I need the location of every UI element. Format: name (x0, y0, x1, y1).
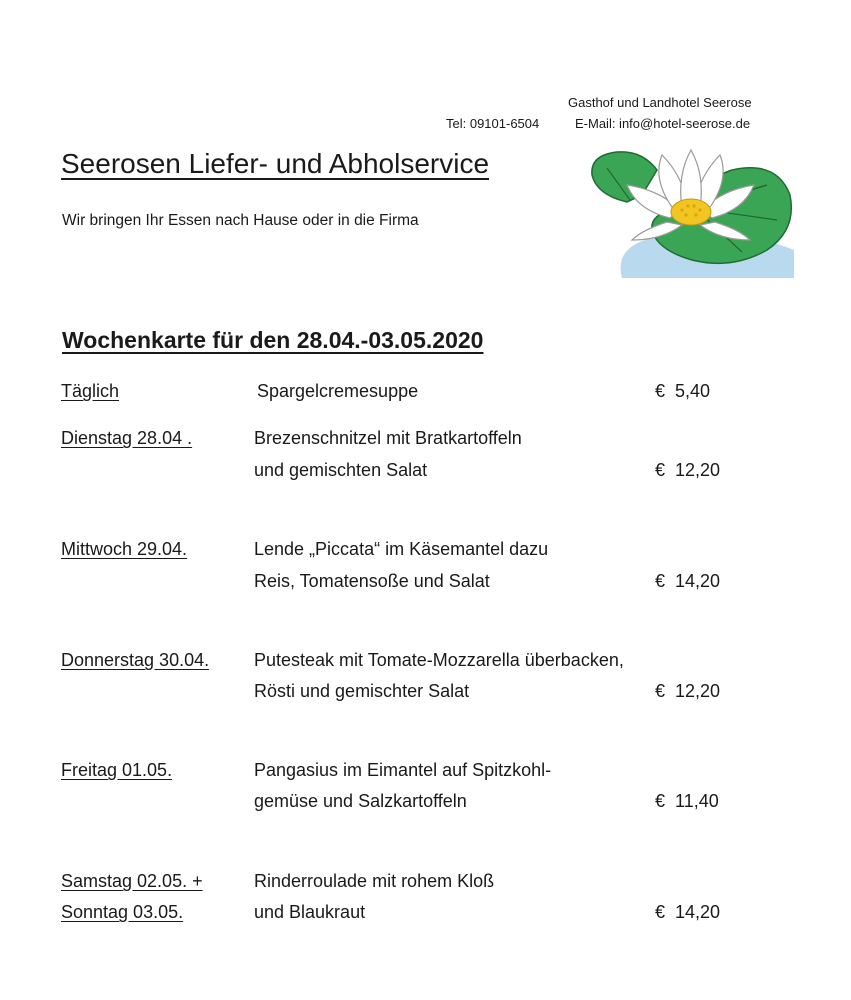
menu-dish-line: und Blaukraut (254, 902, 366, 922)
menu-day-label: Sonntag 03.05. (61, 902, 184, 922)
menu-price: € 5,40 (655, 381, 711, 401)
menu-dish-line: Reis, Tomatensoße und Salat (254, 571, 490, 591)
menu-price: € 12,20 (655, 681, 721, 701)
menu-dish-line: Brezenschnitzel mit Bratkartoffeln (254, 428, 522, 448)
hotel-name: Gasthof und Landhotel Seerose (568, 95, 752, 110)
menu-day-label: Dienstag 28.04 . (61, 428, 193, 448)
menu-dish-line: Rösti und gemischter Salat (254, 681, 470, 701)
menu-dish-line: Spargelcremesuppe (257, 381, 419, 401)
menu-dish-line: gemüse und Salzkartoffeln (254, 791, 467, 811)
menu-price: € 14,20 (655, 571, 721, 591)
menu-day-label: Samstag 02.05. + (61, 871, 203, 891)
menu-day-label: Freitag 01.05. (61, 760, 173, 780)
menu-dish-line: Putesteak mit Tomate-Mozzarella überbacken, (254, 650, 624, 670)
menu-title: Wochenkarte für den 28.04.-03.05.2020 (62, 327, 484, 353)
telephone-number: Tel: 09101-6504 (446, 116, 540, 131)
menu-day-label: Täglich (61, 381, 120, 401)
menu-price: € 11,40 (655, 791, 719, 811)
menu-dish-line: und gemischten Salat (254, 460, 428, 480)
email-address: E-Mail: info@hotel-seerose.de (575, 116, 751, 131)
service-title: Seerosen Liefer- und Abholservice (61, 148, 490, 179)
water-lily-icon (582, 140, 794, 278)
service-subtitle: Wir bringen Ihr Essen nach Hause oder in die Firma (62, 212, 419, 229)
menu-price: € 12,20 (655, 460, 721, 480)
menu-dish-line: Pangasius im Eimantel auf Spitzkohl- (254, 760, 552, 780)
menu-day-label: Donnerstag 30.04. (61, 650, 210, 670)
menu-day-label: Mittwoch 29.04. (61, 539, 188, 559)
menu-dish-line: Lende „Piccata“ im Käsemantel dazu (254, 539, 549, 559)
menu-dish-line: Rinderroulade mit rohem Kloß (254, 871, 495, 891)
menu-price: € 14,20 (655, 902, 721, 922)
